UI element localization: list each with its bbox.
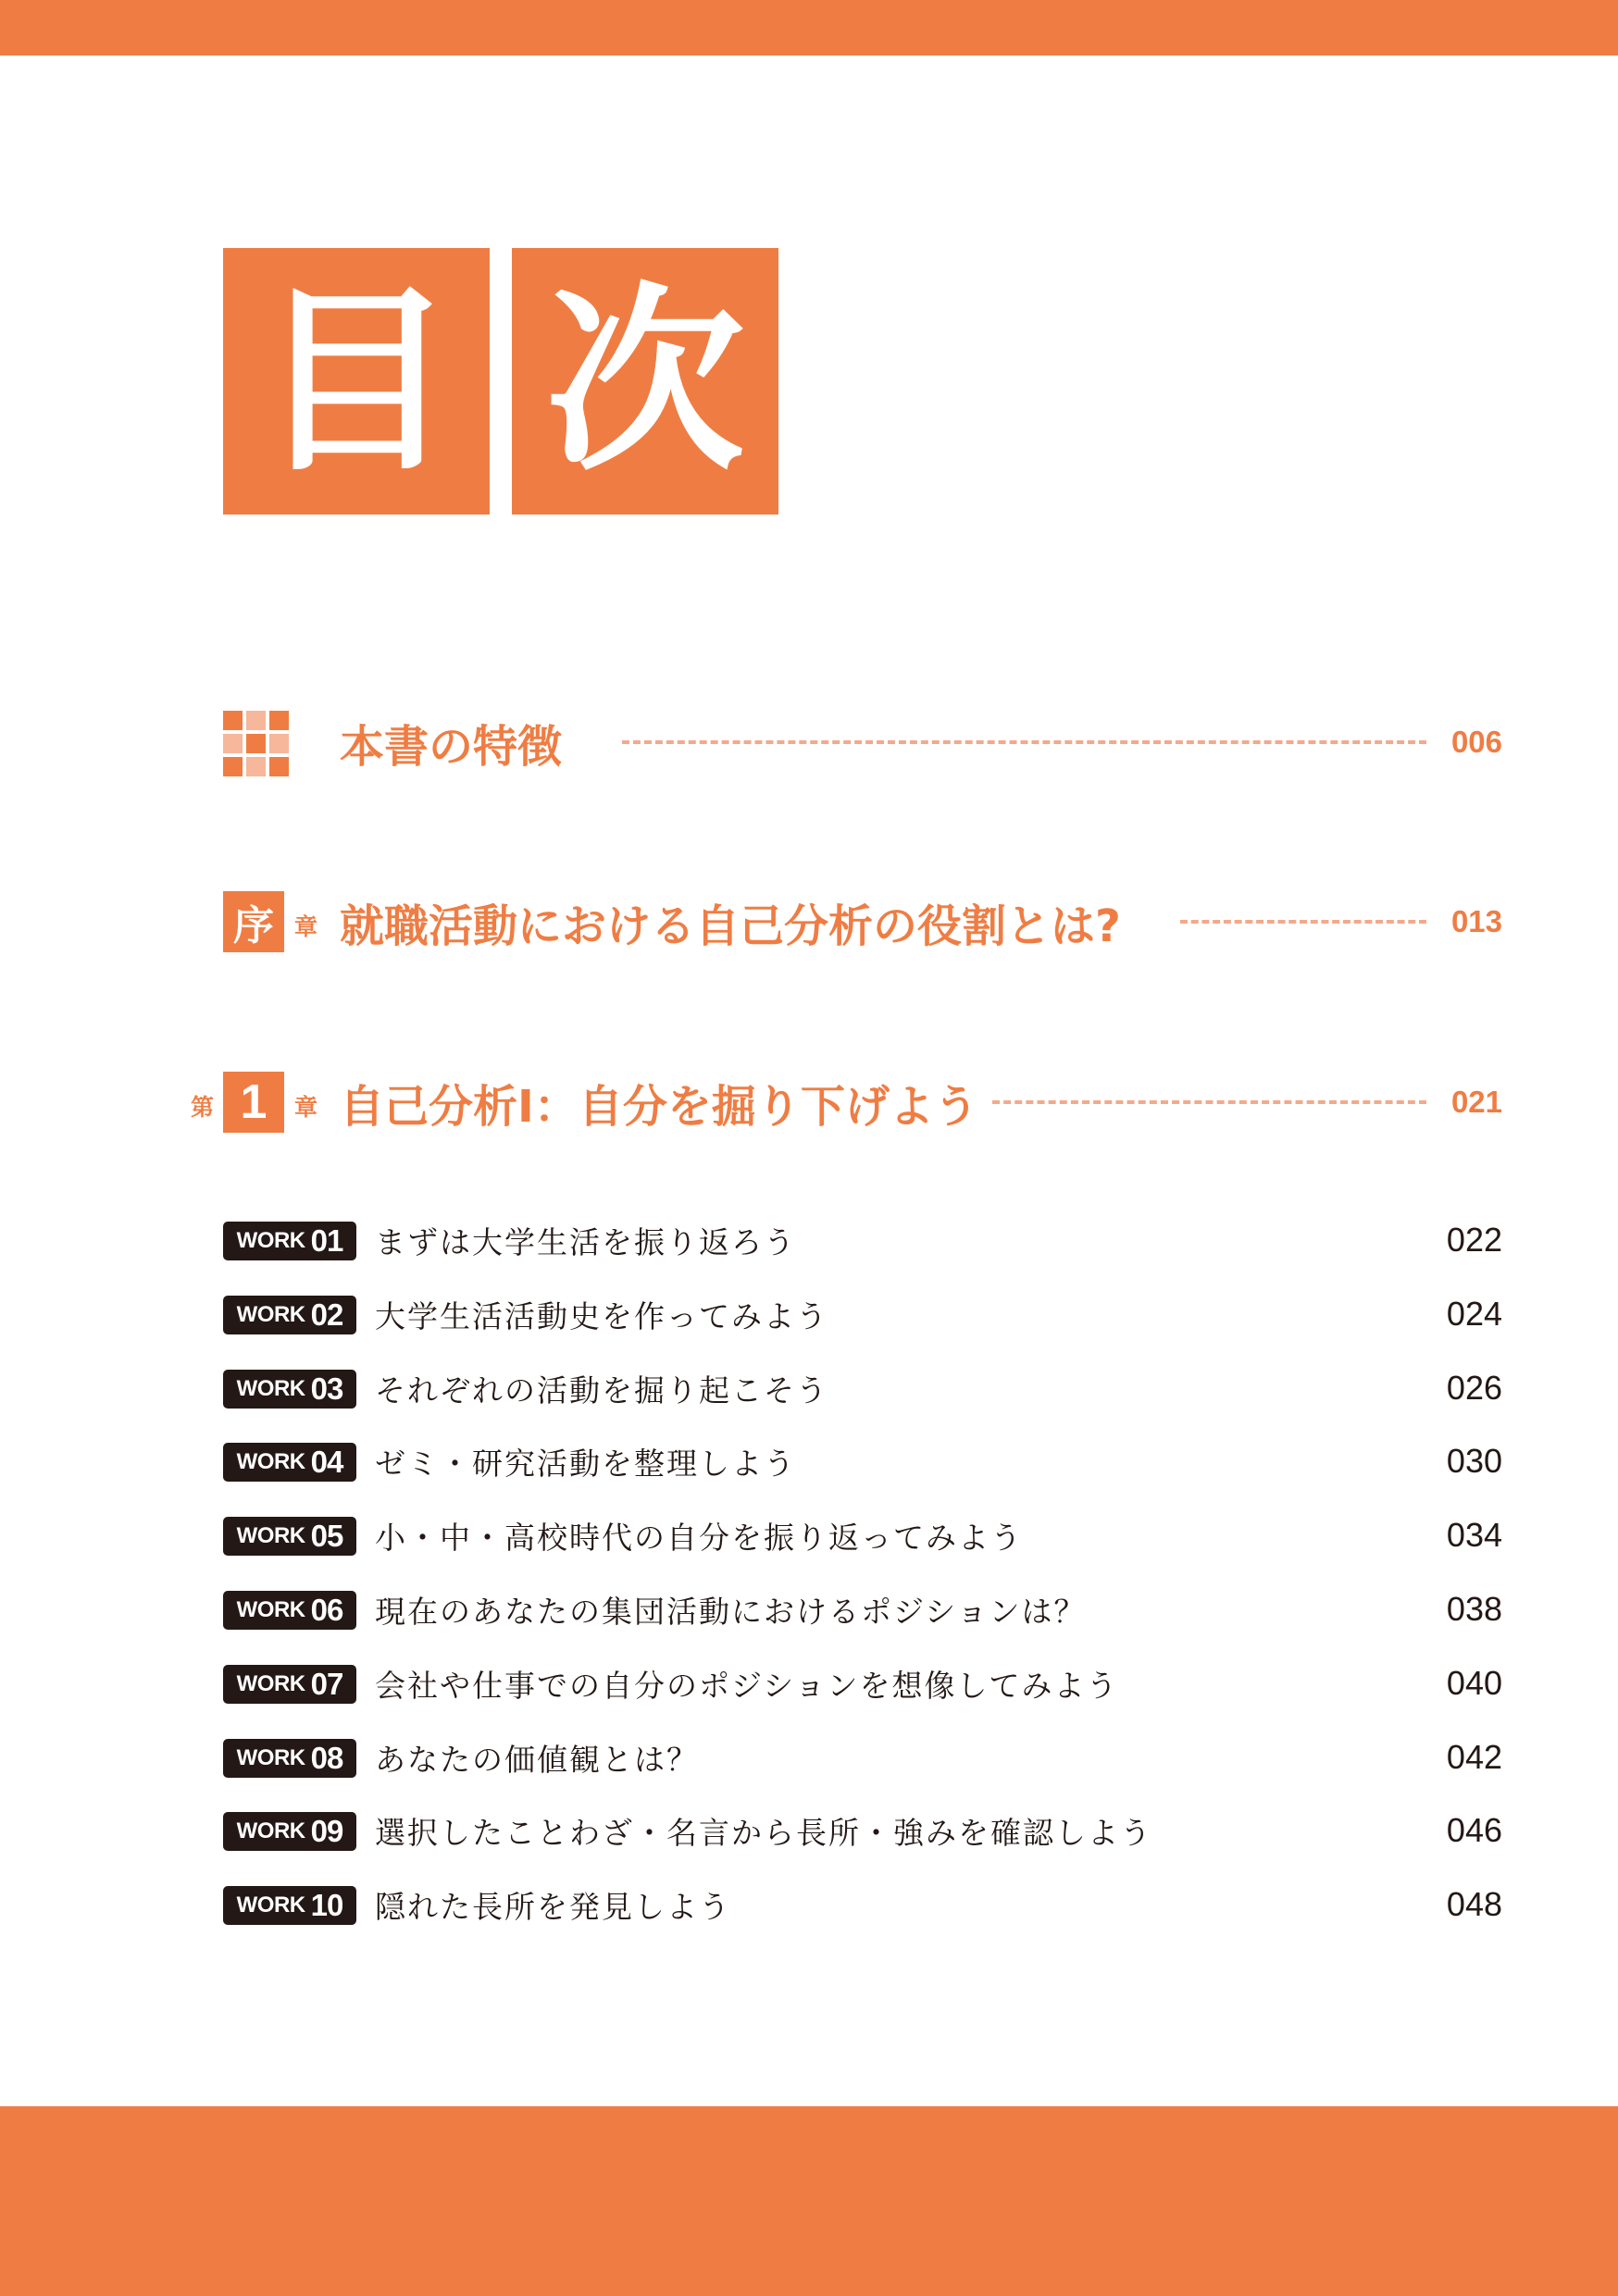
work-badge — [223, 1517, 356, 1556]
toc-entry-prologue[interactable] — [0, 885, 1618, 959]
grid-squares-icon — [223, 711, 290, 777]
work-page-number: 030 — [1446, 1442, 1502, 1480]
work-page-number: 024 — [1446, 1295, 1502, 1333]
work-page-number: 034 — [1446, 1516, 1502, 1554]
chapter-prefix: 第 — [191, 1094, 215, 1121]
chapter-title: 本書の特徴 — [340, 720, 563, 773]
work-badge-number: 01 — [310, 1223, 343, 1258]
work-badge-number: 04 — [310, 1445, 343, 1479]
work-badge-number: 02 — [310, 1297, 343, 1332]
top-color-band — [0, 0, 1618, 56]
work-badge — [223, 1739, 356, 1778]
toc-work-item[interactable] — [0, 1583, 1618, 1635]
work-badge — [223, 1812, 356, 1851]
work-badge-label: WORK — [236, 1818, 305, 1843]
dotted-leader — [1180, 920, 1426, 924]
work-badge-number: 05 — [310, 1519, 343, 1553]
work-page-number: 048 — [1446, 1885, 1502, 1923]
title-char: 次 — [545, 265, 745, 498]
toc-work-item[interactable] — [0, 1288, 1618, 1340]
toc-work-item[interactable] — [0, 1362, 1618, 1414]
work-title: 選択したことわざ・名言から長所・強みを確認しよう — [375, 1814, 1152, 1851]
work-badge-label: WORK — [236, 1523, 305, 1548]
work-badge-label: WORK — [236, 1745, 305, 1770]
bottom-color-band — [0, 2106, 1618, 2296]
chapter-page-number: 006 — [1450, 725, 1502, 759]
work-badge-number: 07 — [310, 1667, 343, 1701]
work-badge-label: WORK — [236, 1302, 305, 1327]
toc-work-item[interactable] — [0, 1509, 1618, 1561]
work-page-number: 046 — [1446, 1811, 1502, 1849]
title-char-box-2 — [512, 248, 778, 515]
toc-work-item[interactable] — [0, 1879, 1618, 1930]
chapter-title: 自己分析I：自分を掘り下げよう — [340, 1080, 978, 1133]
dotted-leader — [992, 1100, 1426, 1104]
chapter-suffix: 章 — [294, 913, 318, 940]
work-badge — [223, 1886, 356, 1925]
work-badge-label: WORK — [236, 1449, 305, 1474]
work-page-number: 038 — [1446, 1590, 1502, 1628]
work-badge — [223, 1222, 356, 1260]
chapter-page-number: 013 — [1450, 904, 1502, 938]
toc-entry-features[interactable] — [0, 705, 1618, 779]
work-badge-number: 06 — [310, 1593, 343, 1627]
work-page-number: 042 — [1446, 1738, 1502, 1776]
work-title: 小・中・高校時代の自分を振り返ってみよう — [375, 1519, 1023, 1556]
work-title: 会社や仕事での自分のポジションを想像してみよう — [375, 1667, 1119, 1704]
work-badge-number: 09 — [310, 1814, 343, 1848]
work-badge-label: WORK — [236, 1376, 305, 1401]
work-page-number: 040 — [1446, 1664, 1502, 1702]
work-page-number: 022 — [1446, 1221, 1502, 1259]
toc-entry-chapter-1[interactable] — [0, 1065, 1618, 1139]
work-title: まずは大学生活を振り返ろう — [375, 1223, 796, 1260]
toc-work-item[interactable] — [0, 1214, 1618, 1266]
title-char: 目 — [256, 265, 456, 498]
work-title: あなたの価値観とは？ — [375, 1741, 699, 1778]
work-badge-label: WORK — [236, 1228, 305, 1253]
toc-work-item[interactable] — [0, 1805, 1618, 1856]
work-badge-label: WORK — [236, 1671, 305, 1696]
work-title: 隠れた長所を発見しよう — [375, 1888, 731, 1925]
work-badge — [223, 1665, 356, 1704]
work-badge-number: 03 — [310, 1371, 343, 1406]
work-badge — [223, 1443, 356, 1482]
work-title: それぞれの活動を掘り起こそう — [375, 1371, 828, 1409]
work-badge-label: WORK — [236, 1893, 305, 1917]
toc-work-item[interactable] — [0, 1731, 1618, 1783]
work-title: 大学生活活動史を作ってみよう — [375, 1297, 828, 1334]
title-char-box-1 — [223, 248, 490, 515]
toc-work-item[interactable] — [0, 1435, 1618, 1487]
chapter-badge: 序 — [223, 891, 284, 952]
work-badge — [223, 1296, 356, 1334]
chapter-title: 就職活動における自己分析の役割とは? — [340, 900, 1121, 952]
work-page-number: 026 — [1446, 1369, 1502, 1407]
chapter-page-number: 021 — [1450, 1085, 1502, 1119]
chapter-suffix: 章 — [294, 1094, 318, 1121]
work-badge-number: 10 — [310, 1888, 343, 1922]
work-badge — [223, 1591, 356, 1630]
dotted-leader — [622, 740, 1426, 744]
work-title: 現在のあなたの集団活動におけるポジションは？ — [375, 1593, 1087, 1630]
work-badge — [223, 1370, 356, 1409]
work-title: ゼミ・研究活動を整理しよう — [375, 1445, 796, 1482]
work-badge-label: WORK — [236, 1597, 305, 1622]
chapter-badge: 1 — [223, 1072, 284, 1133]
work-badge-number: 08 — [310, 1741, 343, 1775]
toc-work-item[interactable] — [0, 1657, 1618, 1709]
